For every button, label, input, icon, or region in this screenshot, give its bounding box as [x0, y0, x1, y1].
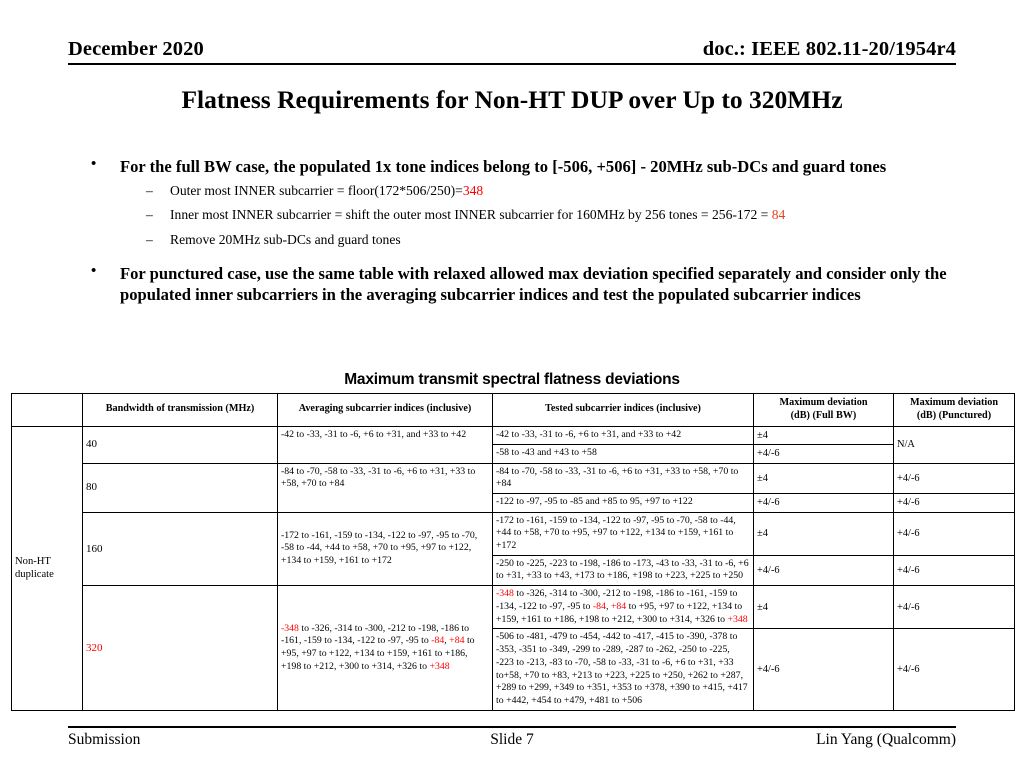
- sub-bullet-2-text: Inner most INNER subcarrier = shift the outer most INNER subcarrier for 160MHz by 256 tones = 256-172 =: [170, 207, 772, 223]
- sub-bullet-1-highlight: 348: [462, 182, 484, 198]
- cell-dev-punctured-80-b: +4/-6: [894, 494, 1015, 513]
- cell-dev-punctured-40: N/A: [894, 426, 1015, 463]
- plain-text-run: ,: [444, 635, 450, 647]
- cell-dev-punctured-320-a: +4/-6: [894, 586, 1015, 629]
- bullet-item-2: [84, 263, 964, 306]
- header-max-dev-punc-line1: Maximum deviation: [909, 397, 998, 408]
- header-tested-indices: Tested subcarrier indices (inclusive): [493, 394, 754, 427]
- cell-dev-full-80-b: +4/-6: [754, 494, 894, 513]
- header-bandwidth: Bandwidth of transmission (MHz): [83, 394, 278, 427]
- footer-slide-number: Slide 7: [490, 731, 534, 748]
- highlighted-value: +84: [610, 600, 627, 612]
- highlighted-value: +348: [429, 660, 450, 672]
- table-row: [12, 512, 1015, 555]
- header-max-dev-full-line1: Maximum deviation: [779, 397, 868, 408]
- row-label-line2: duplicate: [15, 569, 54, 581]
- bullet-1-text: For the full BW case, the populated 1x tone indices belong to [-506, +506] - 20MHz sub-DCs and guard tones: [120, 157, 887, 176]
- cell-tested-320-b: -506 to -481, -479 to -454, -442 to -417, -415 to -390, -378 to -353, -351 to -349, -299 to -289, -287 to -262, -250 to -225, -223 to -213, -83 to -70, -58 to -33, -31 to -6, +6 to +31, +33 to+58, +70 to +83, +213 to +223, +225 to +250, +262 to +287, +289 to +299, +349 to +351, +353 to +378, +390 to +415, +417 to +442, +454 to +479, +481 to +506: [493, 629, 754, 710]
- dash-marker-icon: –: [146, 231, 153, 247]
- cell-tested-320-a: [493, 586, 754, 629]
- table-caption: Maximum transmit spectral flatness deviations: [344, 371, 680, 388]
- footer-author: Lin Yang (Qualcomm): [816, 731, 956, 748]
- highlighted-value: -84: [431, 635, 445, 647]
- bullet-1-sublist: [84, 182, 964, 249]
- cell-dev-punctured-80-a: +4/-6: [894, 463, 1015, 493]
- bullet-item-1: [84, 156, 964, 178]
- header-corner-blank: [12, 394, 83, 427]
- plain-text-run: to -326, -314 to -300, -212 to -198, -186 to -161, -159 to -134, -122 to -97, -95 to: [496, 588, 738, 612]
- cell-dev-punctured-160-a: +4/-6: [894, 512, 1015, 555]
- cell-bandwidth-40: 40: [83, 426, 278, 463]
- cell-dev-full-40-b: +4/-6: [754, 445, 894, 464]
- cell-tested-160-b: -250 to -225, -223 to -198, -186 to -173, -43 to -33, -31 to -6, +6 to +31, +33 to +43, +173 to +186, +198 to +223, +225 to +250: [493, 555, 754, 585]
- cell-dev-full-80-a: ±4: [754, 463, 894, 493]
- cell-dev-full-160-b: +4/-6: [754, 555, 894, 585]
- dash-marker-icon: –: [146, 182, 153, 198]
- cell-tested-40-a: -42 to -33, -31 to -6, +6 to +31, and +33 to +42: [493, 426, 754, 445]
- page-title: Flatness Requirements for Non-HT DUP over Up to 320MHz: [181, 85, 843, 114]
- plain-text-run: ,: [605, 600, 611, 612]
- cell-dev-punctured-320-b: +4/-6: [894, 629, 1015, 710]
- highlighted-value: +84: [449, 635, 465, 647]
- row-group-label-non-ht-duplicate: [12, 426, 83, 710]
- sub-bullet-3-text: Remove 20MHz sub-DCs and guard tones: [170, 231, 401, 247]
- table-body: [12, 426, 1015, 710]
- cell-dev-full-320-b: +4/-6: [754, 629, 894, 710]
- bullet-2-text: For punctured case, use the same table with relaxed allowed max deviation specified separately and consider only the populated inner subcarriers in the averaging subcarrier indices and test the populated subcarrier indices: [120, 263, 947, 305]
- highlighted-value: -348: [496, 588, 514, 600]
- highlighted-value: +348: [727, 613, 748, 625]
- header-averaging-indices: Averaging subcarrier indices (inclusive): [278, 394, 493, 427]
- cell-averaging-320: [278, 586, 493, 711]
- dash-marker-icon: –: [146, 207, 153, 223]
- cell-bandwidth-80: 80: [83, 463, 278, 512]
- table-head: [12, 394, 1015, 427]
- cell-tested-40-b: -58 to -43 and +43 to +58: [493, 445, 754, 464]
- table-header-row: [12, 394, 1015, 427]
- spectral-flatness-table: [11, 393, 1015, 711]
- bullet-marker-icon: •: [91, 262, 97, 279]
- header-date: December 2020: [68, 38, 204, 60]
- cell-tested-80-a: -84 to -70, -58 to -33, -31 to -6, +6 to +31, +33 to +58, +70 to +84: [493, 463, 754, 493]
- header-max-deviation-full-bw: [754, 394, 894, 427]
- highlighted-value: -84: [592, 600, 606, 612]
- cell-dev-full-320-a: ±4: [754, 586, 894, 629]
- sub-bullet-1-text: Outer most INNER subcarrier = floor(172*506/250)=: [170, 182, 463, 198]
- plain-text-run: to -326, -314 to -300, -212 to -198, -186 to -161, -159 to -134, -122 to -97, -95 to: [281, 622, 470, 647]
- bullet-marker-icon: •: [91, 156, 97, 172]
- table-row: [12, 426, 1015, 445]
- cell-dev-punctured-160-b: +4/-6: [894, 555, 1015, 585]
- header-max-deviation-punctured: [894, 394, 1015, 427]
- table-row: [12, 586, 1015, 629]
- cell-bandwidth-160: 160: [83, 512, 278, 586]
- sub-bullet-item-1: [84, 182, 964, 200]
- cell-averaging-40: -42 to -33, -31 to -6, +6 to +31, and +33 to +42: [278, 426, 493, 463]
- header-max-dev-full-line2: (dB) (Full BW): [790, 409, 857, 421]
- header-max-dev-punc-line2: (dB) (Punctured): [916, 409, 992, 421]
- slide-footer: [68, 726, 956, 749]
- sub-bullet-item-3: [84, 231, 964, 249]
- cell-tested-160-a: -172 to -161, -159 to -134, -122 to -97, -95 to -70, -58 to -44, +44 to +58, +70 to +95, +97 to +122, +134 to +159, +161 to +172: [493, 512, 754, 555]
- cell-dev-full-40-a: ±4: [754, 426, 894, 445]
- highlighted-value: -348: [281, 622, 299, 634]
- slide-body: [84, 156, 964, 308]
- table-row: [12, 463, 1015, 493]
- cell-dev-full-160-a: ±4: [754, 512, 894, 555]
- sub-bullet-item-2: [84, 206, 964, 224]
- slide-header: [68, 38, 956, 65]
- cell-bandwidth-320: 320: [83, 586, 278, 711]
- footer-left: Submission: [68, 731, 141, 748]
- cell-averaging-80: -84 to -70, -58 to -33, -31 to -6, +6 to +31, +33 to +58, +70 to +84: [278, 463, 493, 512]
- header-document-id: doc.: IEEE 802.11-20/1954r4: [702, 38, 956, 60]
- plain-text-run: to +95, +97 to +122, +134 to +159, +161 to +186, +198 to +212, +300 to +314, +326 to: [281, 635, 475, 672]
- plain-text-run: to +95, +97 to +122, +134 to +159, +161 to +186, +198 to +212, +300 to +314, +326 to: [496, 600, 743, 625]
- row-label-line1: Non-HT: [15, 555, 51, 567]
- sub-bullet-2-highlight: 84: [771, 207, 786, 223]
- cell-averaging-160: -172 to -161, -159 to -134, -122 to -97, -95 to -70, -58 to -44, +44 to +58, +70 to +95, +97 to +122, +134 to +159, +161 to +172: [278, 512, 493, 586]
- cell-tested-80-b: -122 to -97, -95 to -85 and +85 to 95, +97 to +122: [493, 494, 754, 513]
